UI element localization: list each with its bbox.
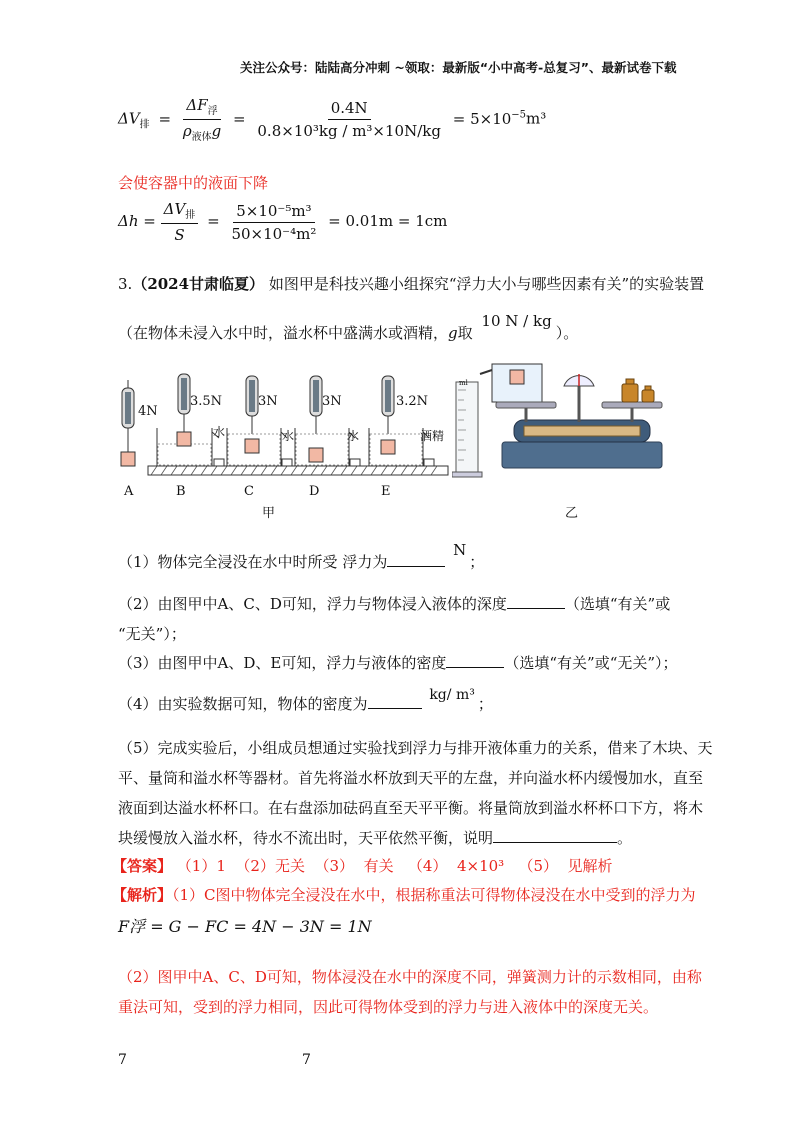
equation-delta-v bbox=[118, 96, 546, 143]
question-3-line-1 bbox=[118, 273, 704, 294]
question-3-line-2 bbox=[118, 312, 579, 343]
part-4-unit: kg/ m³ bbox=[429, 687, 475, 703]
footer-page-center: 7 bbox=[302, 1052, 311, 1068]
eq2-f1-num: ΔV bbox=[163, 200, 186, 218]
analysis-para-2-line-1: （2）图甲中A、C、D可知，物体浸没在水中的深度不同，弹簧测力计的示数相同，由称 bbox=[118, 968, 702, 986]
eq1-result-exp: −5 bbox=[511, 109, 527, 121]
analysis-formula: F浮 = G − FC = 4N − 3N = 1N bbox=[118, 917, 372, 936]
part-3 bbox=[118, 652, 678, 673]
part-1 bbox=[118, 541, 485, 572]
caption-yi: 乙 bbox=[565, 506, 579, 521]
setup-d bbox=[295, 376, 360, 466]
eq2-lhs: Δh = bbox=[118, 212, 156, 230]
eq1-f1-den-sub: 液体 bbox=[191, 132, 212, 143]
analysis-tag: 【解析】 bbox=[112, 886, 173, 904]
part-4-end: ； bbox=[477, 695, 493, 713]
liquid-level-note: 会使容器中的液面下降 bbox=[118, 174, 269, 192]
part-3-blank bbox=[446, 667, 504, 668]
eq1-f1-num: ΔF bbox=[186, 96, 208, 114]
eq1-result-unit: m³ bbox=[526, 109, 547, 128]
eq1-f1-num-sub: 浮 bbox=[207, 106, 218, 117]
eq2-fraction-2 bbox=[228, 202, 319, 243]
part-2 bbox=[118, 593, 670, 614]
eq1-equals-2: = bbox=[233, 109, 246, 128]
page-header: 关注公众号：陆陆高分冲刺 ~领取：最新版“小中高考-总复习”、最新试卷下载 bbox=[240, 60, 677, 75]
eq1-f1-den: ρ bbox=[182, 122, 192, 140]
analysis-text-1: （1）C图中物体完全浸没在水中，根据称重法可得物体浸没在水中受到的浮力为 bbox=[172, 886, 696, 904]
part-2-cont: “无关”）； bbox=[118, 625, 186, 643]
analysis-para-2-line-2: 重法可知，受到的浮力相同，因此可得物体受到的浮力与进入液体中的深度无关。 bbox=[118, 998, 659, 1016]
eq1-fraction-1 bbox=[180, 96, 224, 143]
eq1-lhs: ΔV bbox=[118, 109, 140, 128]
answer bbox=[112, 855, 613, 876]
setup-c bbox=[227, 376, 295, 466]
setup-a bbox=[121, 380, 135, 466]
part-1-end: ； bbox=[469, 553, 485, 571]
eq1-f2-num: 0.4N bbox=[328, 99, 371, 120]
footer-page-left: 7 bbox=[118, 1052, 127, 1068]
eq2-f1-num-sub: 排 bbox=[185, 210, 196, 221]
part-4-blank bbox=[368, 708, 422, 709]
eq1-result: = 5×10 bbox=[452, 109, 512, 128]
part-4-text: （4）由实验数据可知，物体的密度为 bbox=[118, 695, 368, 713]
reading-a: 4N bbox=[138, 404, 158, 419]
setup-e bbox=[369, 376, 434, 466]
caption-jia: 甲 bbox=[262, 506, 276, 521]
analysis-line-1 bbox=[112, 884, 696, 905]
label-b: B bbox=[176, 484, 186, 499]
eq2-f2-den: 50×10⁻⁴m² bbox=[231, 224, 317, 243]
label-e: E bbox=[381, 484, 391, 499]
eq2-f1-den: S bbox=[174, 226, 185, 244]
part-2-text: （2）由图甲中A、C、D可知，浮力与物体浸入液体的深度 bbox=[118, 595, 507, 613]
question-number: 3. bbox=[118, 275, 133, 293]
question-stem-end: ）。 bbox=[555, 324, 579, 342]
part-5-line-1: （5）完成实验后，小组成员想通过实验找到浮力与排开液体重力的关系，借来了木块、天 bbox=[118, 739, 713, 757]
setup-b bbox=[157, 374, 224, 466]
equation-delta-h bbox=[118, 200, 447, 244]
part-5-text: 块缓慢放入溢水杯，待水不流出时，天平依然平衡，说明 bbox=[118, 829, 494, 847]
part-3-choice: （选填“有关”或“无关”）； bbox=[504, 654, 678, 672]
part-5-line-2: 平、量筒和溢水杯等器材。首先将溢水杯放到天平的左盘，并向溢水杯内缓慢加水，直至 bbox=[118, 769, 704, 787]
liquid-label-b: 水 bbox=[213, 425, 226, 439]
eq1-equals: = bbox=[158, 109, 172, 128]
liquid-label-c: 水 bbox=[282, 429, 295, 443]
reading-c: 3N bbox=[258, 394, 278, 409]
eq2-equals: = bbox=[207, 212, 220, 230]
label-a: A bbox=[124, 484, 134, 499]
part-5-end: 。 bbox=[617, 829, 633, 847]
eq2-fraction-1 bbox=[161, 200, 199, 244]
eq1-lhs-sub: 排 bbox=[139, 119, 150, 131]
eq1-f1-den-g: g bbox=[211, 122, 222, 140]
figure-yi bbox=[452, 360, 672, 485]
question-g: g bbox=[448, 324, 458, 342]
answer-content: （1）1 （2）无关 （3） 有关 （4） 4×10³ （5） 见解析 bbox=[176, 857, 613, 875]
part-5-line-3: 液面到达溢水杯杯口。在右盘添加砝码直至天平平衡。将量筒放到溢水杯杯口下方，将木 bbox=[118, 799, 704, 817]
cylinder-unit: ml bbox=[459, 379, 468, 387]
question-stem: 如图甲是科技兴趣小组探究“浮力大小与哪些因素有关”的实验装置 bbox=[268, 275, 705, 293]
liquid-label-d: 水 bbox=[347, 429, 360, 443]
reading-e: 3.2N bbox=[396, 394, 429, 409]
label-d: D bbox=[309, 484, 320, 499]
part-1-blank bbox=[387, 566, 445, 567]
reading-b: 3.5N bbox=[190, 394, 223, 409]
part-1-text: （1）物体完全浸没在水中时所受 浮力为 bbox=[118, 553, 388, 571]
part-5-line-4 bbox=[118, 827, 632, 848]
eq1-fraction-2 bbox=[254, 99, 444, 140]
part-2-choice: （选填“有关”或 bbox=[564, 595, 671, 613]
question-take: 取 bbox=[457, 324, 473, 342]
eq1-f2-den: 0.8×10³kg / m³×10N/kg bbox=[257, 122, 441, 140]
question-g-value: 10 N / kg bbox=[481, 312, 552, 330]
label-c: C bbox=[244, 484, 254, 499]
reading-d: 3N bbox=[322, 394, 342, 409]
part-2-blank bbox=[507, 608, 565, 609]
answer-tag: 【答案】 bbox=[112, 857, 173, 875]
question-source: （2024甘肃临夏） bbox=[132, 275, 265, 293]
liquid-label-e: 酒精 bbox=[420, 429, 445, 443]
part-1-unit: N bbox=[453, 541, 467, 559]
part-3-text: （3）由图甲中A、D、E可知，浮力与液体的密度 bbox=[118, 654, 447, 672]
eq2-f2-num: 5×10⁻⁵m³ bbox=[233, 202, 314, 223]
eq2-result: = 0.01m = 1cm bbox=[328, 212, 448, 230]
part-5-blank bbox=[493, 842, 617, 843]
part-4 bbox=[118, 687, 493, 714]
question-stem-2: （在物体未浸入水中时，溢水杯中盛满水或酒精， bbox=[118, 324, 449, 342]
